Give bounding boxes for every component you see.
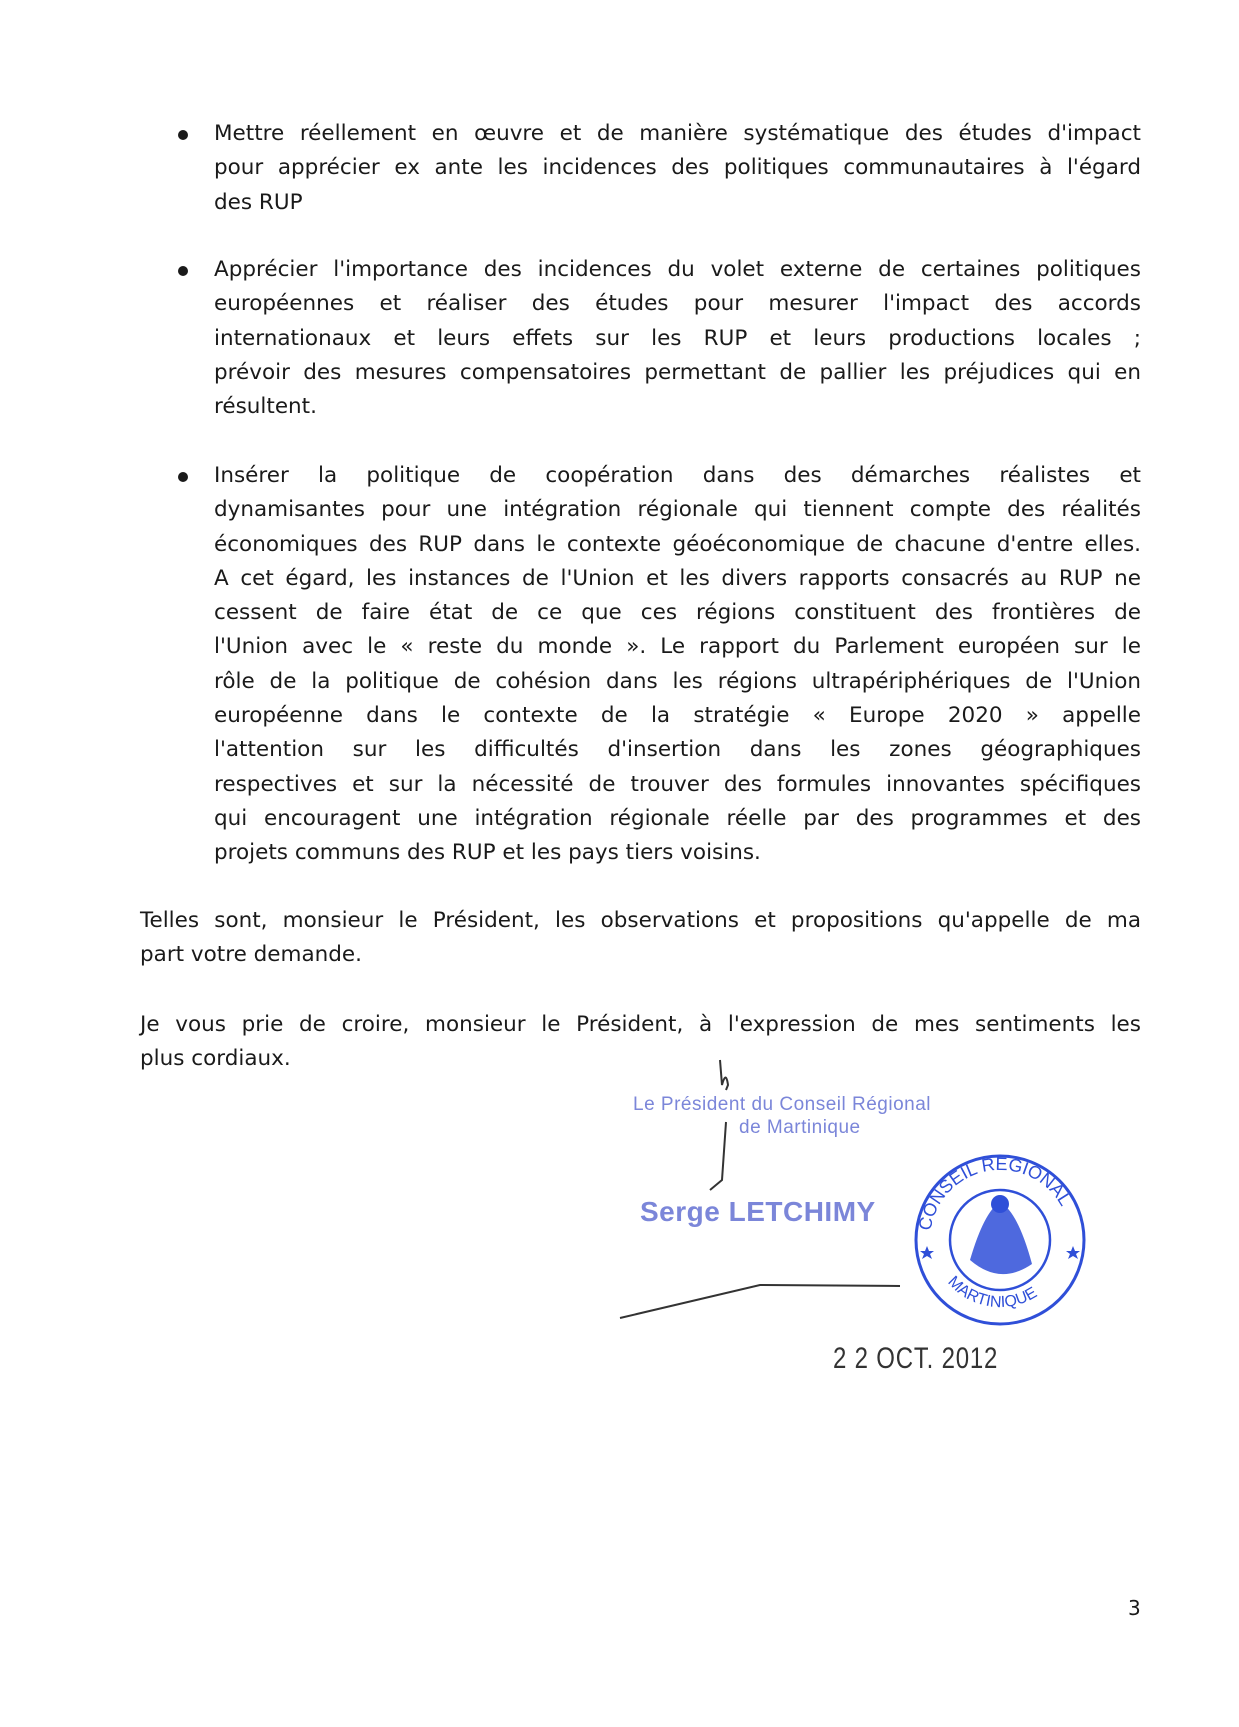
text-line: cessent de faire état de ce que ces régions constituent des frontières de bbox=[214, 600, 1141, 626]
signatory-title: Le Président du Conseil Régional bbox=[633, 1094, 932, 1115]
text-line: plus cordiaux. bbox=[140, 1046, 291, 1072]
closing-paragraph bbox=[140, 904, 1141, 973]
text-line: Mettre réellement en œuvre et de manière systématique des études d'impact bbox=[214, 121, 1141, 146]
svg-text:CONSEIL REGIONAL: CONSEIL REGIONAL bbox=[914, 1153, 1076, 1233]
signatory-name: Serge LETCHIMY bbox=[640, 1196, 876, 1227]
text-line: rôle de la politique de cohésion dans les régions ultrapériphériques de l'Union bbox=[214, 668, 1141, 694]
bullet-icon bbox=[178, 266, 188, 276]
seal-icon bbox=[900, 1150, 1100, 1330]
text-line: Insérer la politique de coopération dans des démarches réalistes et bbox=[214, 463, 1141, 488]
text-line: part votre demande. bbox=[140, 942, 362, 968]
text-line: Apprécier l'importance des incidences du volet externe de certaines politiques bbox=[214, 257, 1141, 282]
text-line: qui encouragent une intégration régionale réelle par des programmes et des bbox=[214, 805, 1141, 831]
text-line: projets communs des RUP et les pays tiers voisins. bbox=[214, 840, 761, 866]
text-line: résultent. bbox=[214, 394, 317, 420]
signatory-region: de Martinique bbox=[739, 1117, 861, 1138]
text-line: économiques des RUP dans le contexte géoéconomique de chacune d'entre elles. bbox=[214, 531, 1141, 557]
svg-text:MARTINIQUE: MARTINIQUE bbox=[944, 1273, 1041, 1312]
text-line: dynamisantes pour une intégration régionale qui tiennent compte des réalités bbox=[214, 497, 1141, 523]
bullet-point bbox=[214, 253, 1141, 424]
bullet-icon bbox=[178, 130, 188, 140]
page-number: 3 bbox=[1128, 1596, 1141, 1620]
text-line: l'attention sur les difficultés d'insertion dans les zones géographiques bbox=[214, 737, 1141, 763]
text-line: A cet égard, les instances de l'Union et les divers rapports consacrés au RUP ne bbox=[214, 565, 1141, 591]
bullet-point bbox=[214, 117, 1141, 220]
bullet-icon bbox=[178, 472, 188, 482]
text-line: des RUP bbox=[214, 189, 303, 215]
text-line: l'Union avec le « reste du monde ». Le rapport du Parlement européen sur le bbox=[214, 634, 1141, 660]
text-line: internationaux et leurs effets sur les RUP et leurs productions locales ; bbox=[214, 325, 1141, 351]
text-line: européennes et réaliser des études pour mesurer l'impact des accords bbox=[214, 291, 1141, 317]
date-stamp: 2 2 OCT. 2012 bbox=[833, 1342, 999, 1375]
text-line: pour apprécier ex ante les incidences des politiques communautaires à l'égard bbox=[214, 155, 1141, 181]
text-line: respectives et sur la nécessité de trouver des formules innovantes spécifiques bbox=[214, 771, 1141, 797]
text-line: prévoir des mesures compensatoires permettant de pallier les préjudices qui en bbox=[214, 359, 1141, 385]
text-line: européenne dans le contexte de la stratégie « Europe 2020 » appelle bbox=[214, 703, 1141, 729]
text-line: Telles sont, monsieur le Président, les observations et propositions qu'appelle de ma bbox=[140, 908, 1141, 933]
bullet-point bbox=[214, 459, 1141, 871]
text-line: Je vous prie de croire, monsieur le Président, à l'expression de mes sentiments les bbox=[140, 1012, 1141, 1037]
closing-paragraph bbox=[140, 1008, 1141, 1077]
